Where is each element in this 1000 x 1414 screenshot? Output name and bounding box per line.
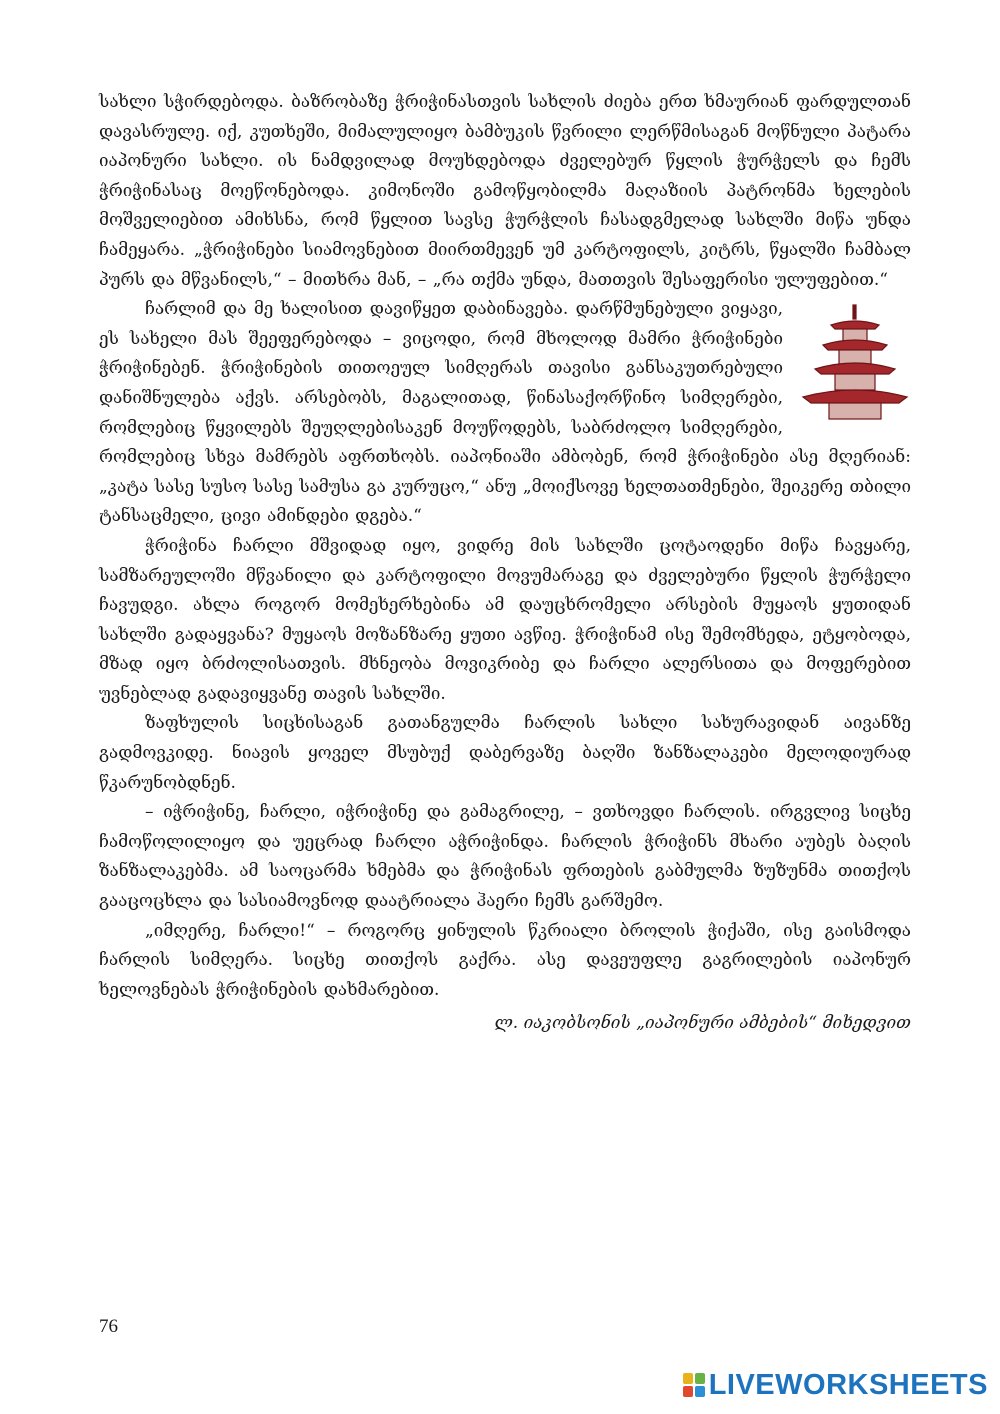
paragraph-5: – იჭრიჭინე, ჩარლი, იჭრიჭინე და გამაგრილე, – ვთხოვდი ჩარლის. ირგვლივ სიცხე ჩამოწოლილიყო და უეცრად ჩარლი აჭრიჭინდა. ჩარლის ჭრიჭინს მხარი აუბეს ბაღის ზანზალაკებმა. ამ საოცარმა ხმებმა და ჭრიჭინას ფრთების გაბმულმა ზუზუნმა თითქოს გააცოცხლა და სასიამოვნოდ დაატრიალა ჰაერი ჩემს გარშემო.	[99, 802, 911, 912]
illustration	[799, 303, 911, 423]
attribution: ლ. იაკობსონის „იაპონური ამბების“ მიხედვით	[494, 1013, 911, 1034]
paragraph-4: ზაფხულის სიცხისაგან გათანგულმა ჩარლის სახლი სახურავიდან აივანზე გადმოვკიდე. ნიავის ყოველ მსუბუქ დაბერვაზე ბაღში ზანზალაკები მელოდიურად წკარუნობდნენ.	[99, 713, 911, 793]
paragraph-1: სახლი სჭირდებოდა. ბაზრობაზე ჭრიჭინასთვის სახლის ძიება ერთ ხმაურიან ფარდულთან დავასრულე. იქ, კუთხეში, მიმალულიყო ბამბუკის წვრილი ლერწმისაგან მოწნული პატარა იაპონური სახლი. ის ნამდვილად მოუხდებოდა ძველებურ წყლის ჭურჭელს და ჩემს ჭრიჭინასაც მოეწონებოდა. კიმონოში გამოწყობილმა მაღაზიის პატრონმა ხელების მოშველიებით ამიხსნა, რომ წყლით სავსე ჭურჭლის ჩასადგმელად სახლში მიწა უნდა ჩამეყარა. „ჭრიჭინები სიამოვნებით მიირთმევენ უმ კარტოფილს, კიტრს, წყალში ჩამბალ პურს და მწვანილს,“ – მითხრა მან, – „რა თქმა უნდა, მათთვის შესაფერისი ულუფებით.“	[99, 92, 911, 290]
pagoda-icon	[799, 303, 911, 423]
brand-text: LIVEWORKSHEETS	[708, 1368, 988, 1401]
page-number: 76	[99, 1316, 118, 1337]
paragraph-3: ჭრიჭინა ჩარლი მშვიდად იყო, ვიდრე მის სახლში ცოტაოდენი მიწა ჩავყარე, სამზარეულოში მწვანილი და კარტოფილი მოვუმარაგე და ძველებური წყლის ჭურჭელი ჩავუდგი. ახლა როგორ მომეხერხებინა ამ დაუცხრომელი არსების მუყაოს ყუთიდან სახლში გადაყვანა? მუყაოს მოზანზარე ყუთი ავწიე. ჭრიჭინამ ისე შემომხედა, ეტყობოდა, მზად იყო ბრძოლისათვის. მხნეობა მოვიკრიბე და ჩარლი ალერსითა და მოფერებით უვნებლად გადავიყვანე თავის სახლში.	[99, 535, 911, 704]
liveworksheets-brand[interactable]	[683, 1370, 988, 1400]
liveworksheets-logo-icon	[683, 1373, 705, 1397]
page-content	[99, 88, 911, 1033]
paragraph-2: ჩარლიმ და მე ხალისით დავიწყეთ დაბინავება. დარწმუნებული ვიყავი, ეს სახელი მას შეეფერებოდა – ვიცოდი, რომ მხოლოდ მამრი ჭრიჭინები ჭრიჭინებენ. ჭრიჭინების თითოეულ სიმღერას თავისი განსაკუთრებული დანიშნულება აქვს. არსებობს, მაგალითად, წინასაქორწინო სიმღერები, რომლებიც წყვილებს შეუღლებისაკენ მოუწოდებს, საბრძოლო სიმღერები, რომლებიც სხვა მამრებს აფრთხობს. იაპონიაში ამბობენ, რომ ჭრიჭინები ასე მღერიან: „კატა სასე სუსო სასე სამუსა გა კურუცო,“ ანუ „მოიქსოვე ხელთათმენები, შეიკერე თბილი ტანსაცმელი, ცივი ამინდები დგება.“	[99, 299, 911, 527]
paragraph-6: „იმღერე, ჩარლი!“ – როგორც ყინულის წკრიალი ბროლის ჭიქაში, ისე გაისმოდა ჩარლის სიმღერა. სიცხე თითქოს გაქრა. ასე დავეუფლე გაგრილების იაპონურ ხელოვნებას ჭრიჭინების დახმარებით.	[99, 920, 911, 1000]
